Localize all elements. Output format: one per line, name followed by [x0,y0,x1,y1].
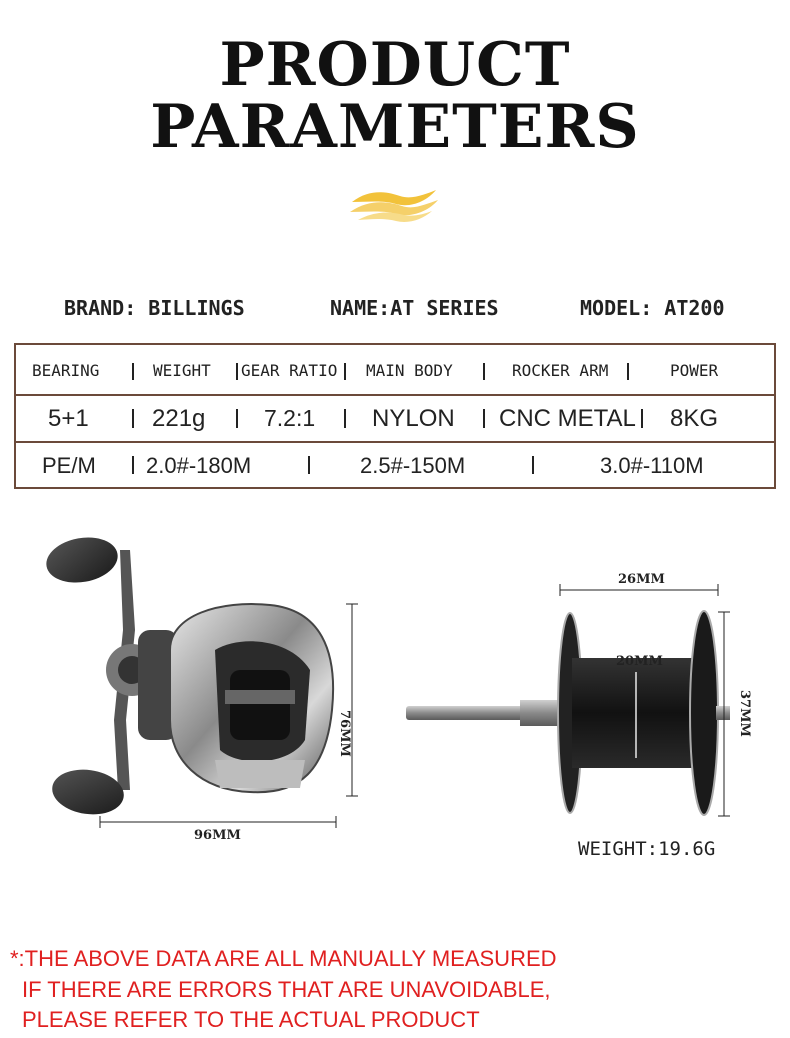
value-gear-ratio: 7.2:1 [264,405,316,431]
column-separator [132,409,134,428]
column-separator [344,363,346,380]
line-capacity-2: 2.5#-150M [360,453,466,478]
spool-weight-label: WEIGHT:19.6G [578,838,716,860]
line-capacity-3: 3.0#-110M [600,453,704,478]
header-power: POWER [670,361,719,380]
value-weight: 221g [152,405,206,432]
value-bearing: 5+1 [48,405,89,432]
column-separator [236,409,238,428]
brand-label: BRAND: BILLINGS [64,296,245,320]
disclaimer-line-3: PLEASE REFER TO THE ACTUAL PRODUCT [22,1007,480,1032]
spool-height-label: 37MM [737,690,752,737]
column-separator [641,409,643,428]
header-main-body: MAIN BODY [366,361,453,380]
table-divider [16,394,774,396]
header-gear-ratio: GEAR RATIO [241,361,338,380]
line-capacity-label: PE/M [42,453,96,478]
spool-image [400,560,780,820]
spec-table [14,343,776,489]
column-separator [308,456,310,474]
model-label: MODEL: AT200 [580,296,725,320]
spool-width-label: 26MM [618,572,665,587]
value-main-body: NYLON [372,405,455,432]
page-title-line2: PARAMETERS [150,92,640,162]
column-separator [483,363,485,380]
reel-height-label: 76MM [337,710,352,757]
table-divider [16,441,774,443]
column-separator [483,409,485,428]
column-separator [627,363,629,380]
value-power: 8KG [670,405,719,432]
column-separator [132,456,134,474]
column-separator [132,363,134,380]
wave-ornament-icon [348,184,440,224]
column-separator [344,409,346,428]
spool-inner-label: 20MM [616,654,663,669]
value-rocker-arm: CNC METAL [499,405,636,432]
disclaimer-line-1: *:THE ABOVE DATA ARE ALL MANUALLY MEASURED [10,946,557,971]
disclaimer-line-2: IF THERE ARE ERRORS THAT ARE UNAVOIDABLE, [22,977,551,1002]
header-rocker-arm: ROCKER ARM [512,361,609,380]
header-weight: WEIGHT [153,361,211,380]
header-bearing: BEARING [32,361,100,380]
column-separator [236,363,238,380]
reel-image [20,520,380,840]
product-info-row [0,296,790,322]
page-title-line1: PRODUCT [219,30,571,100]
name-label: NAME:AT SERIES [330,296,499,320]
column-separator [532,456,534,474]
line-capacity-1: 2.0#-180M [146,453,252,478]
reel-width-label: 96MM [194,828,241,843]
